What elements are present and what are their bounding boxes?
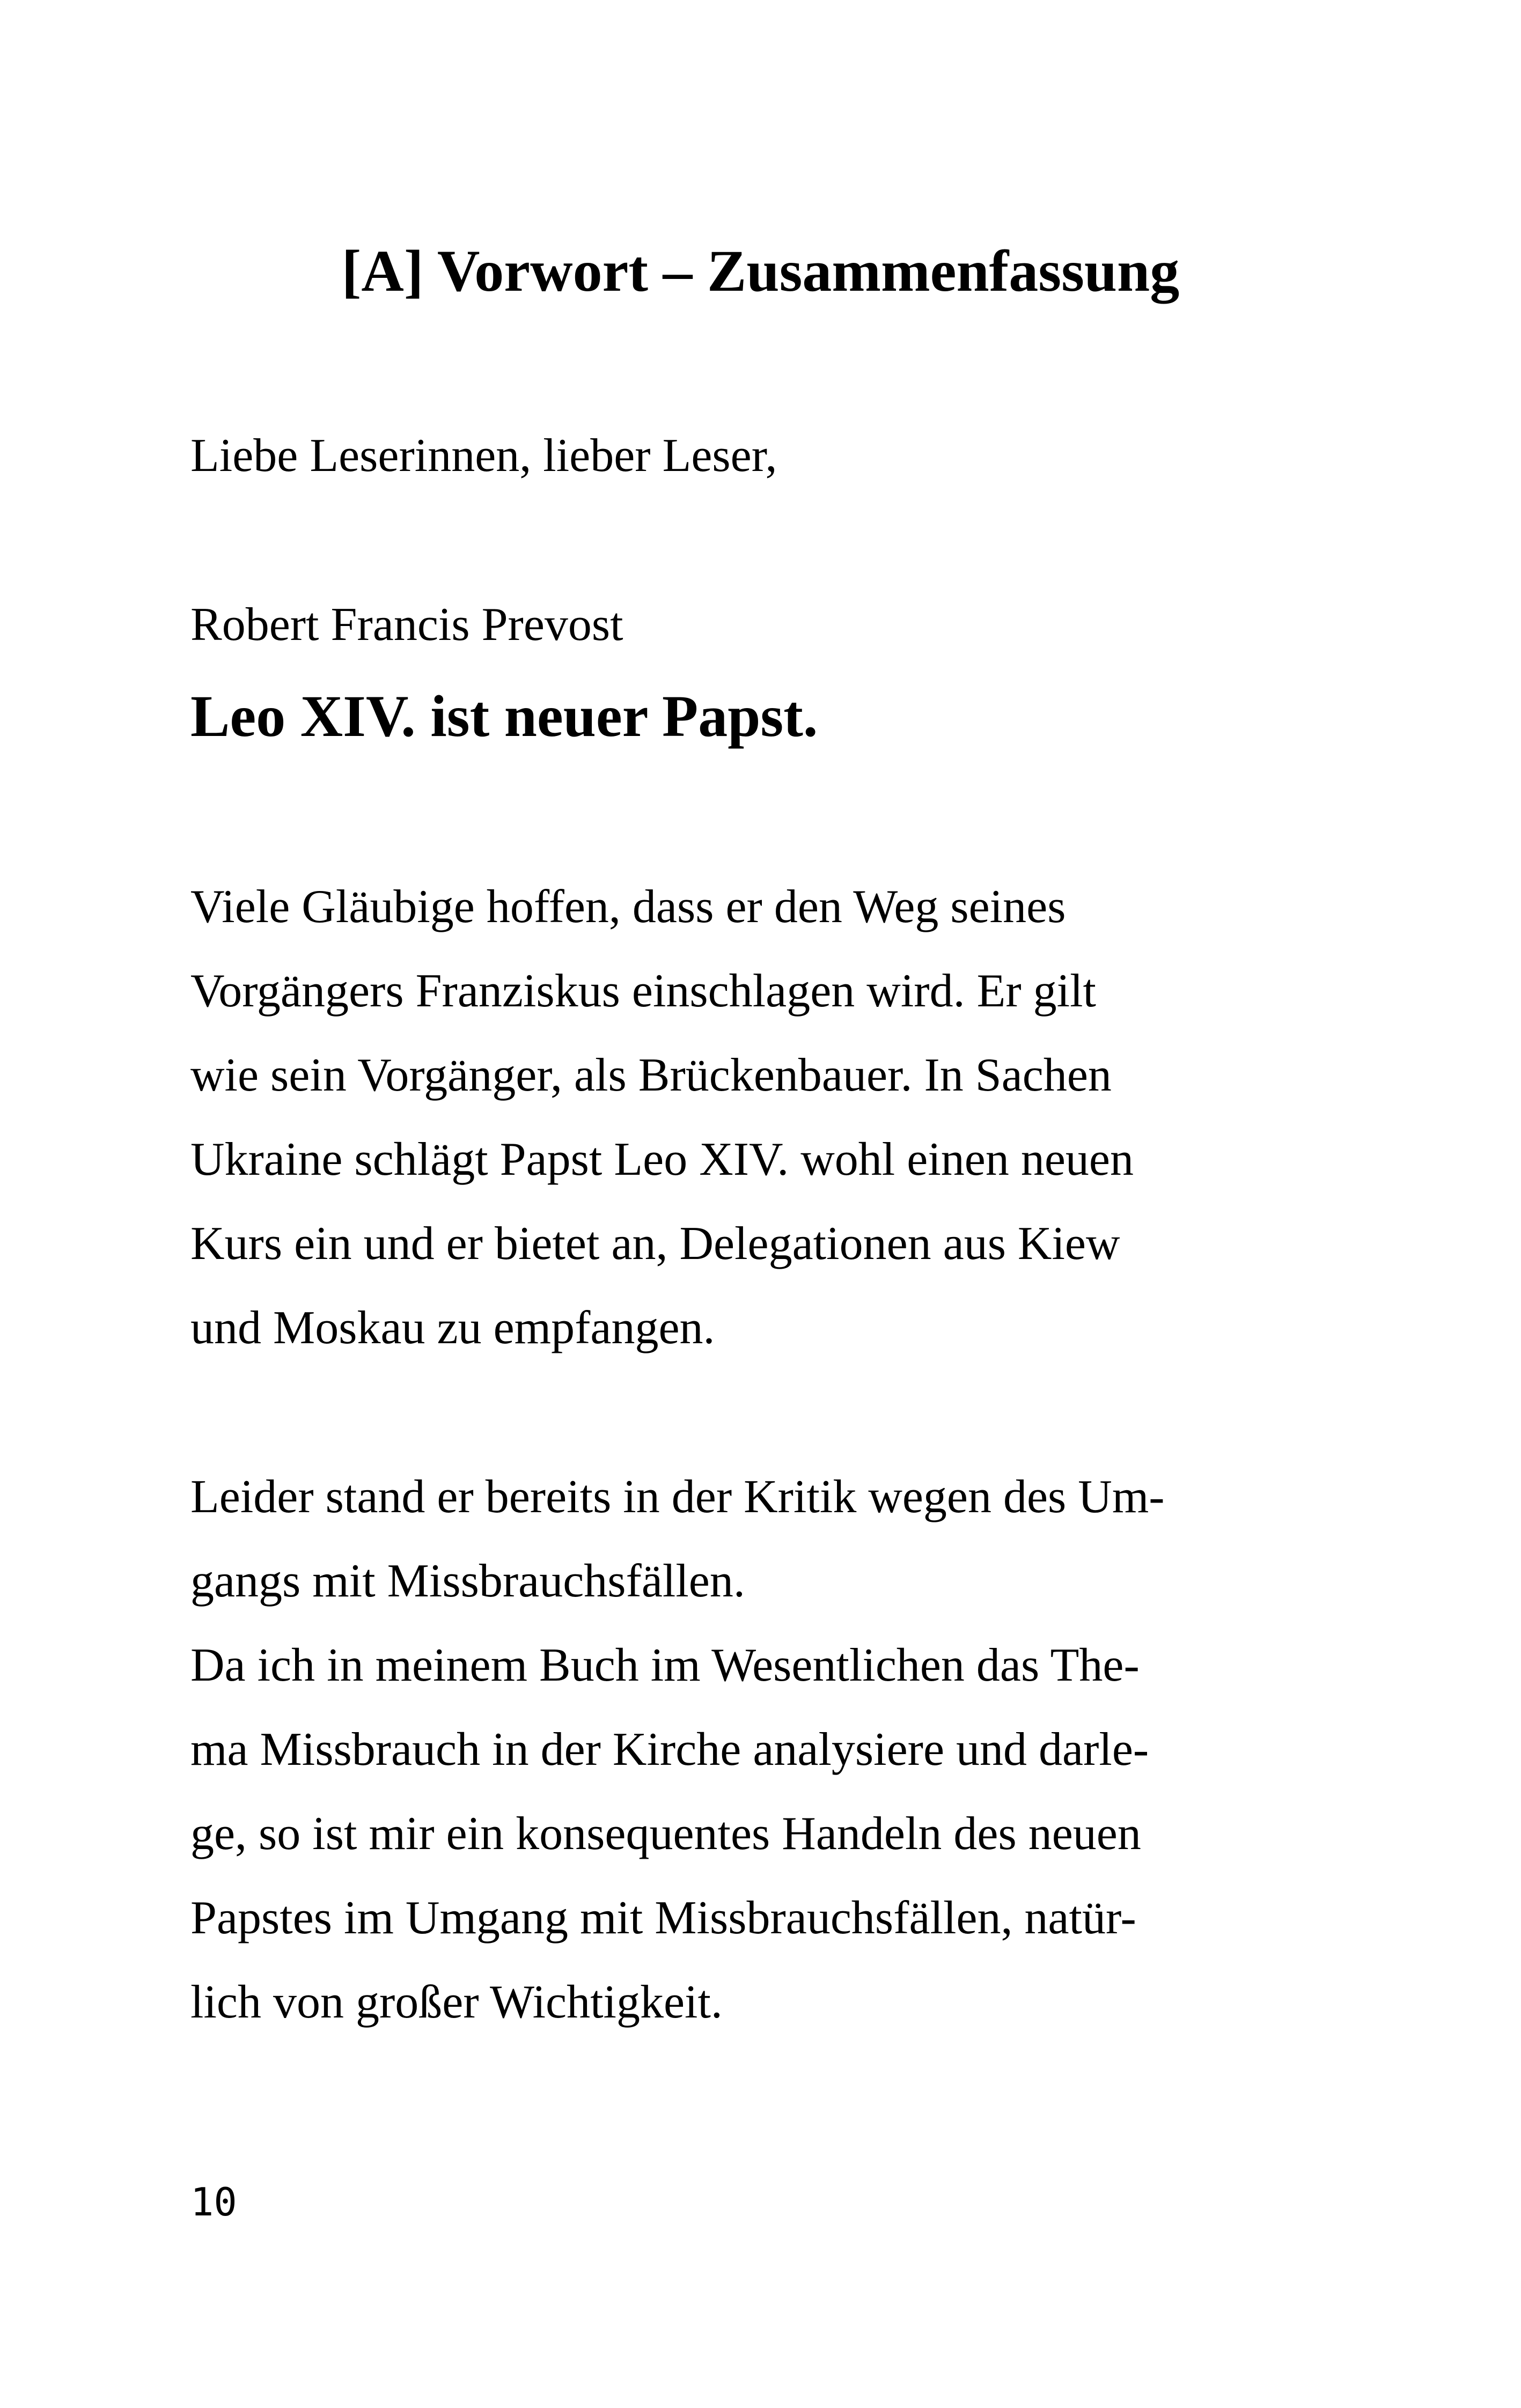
paragraph-line: und Moskau zu empfangen. <box>190 1302 715 1354</box>
paragraph-line: gangs mit Missbrauchsfällen. <box>190 1555 745 1607</box>
chapter-heading: [A] Vorwort – Zusammenfassung <box>341 238 1180 304</box>
paragraph-line: Vorgängers Franziskus einschlagen wird. Er gilt <box>190 965 1096 1017</box>
subheading: Leo XIV. ist neuer Papst. <box>190 683 818 749</box>
salutation: Liebe Leserinnen, lieber Leser, <box>190 430 777 482</box>
paragraph-line: Viele Gläubige hoffen, dass er den Weg seines <box>190 881 1066 933</box>
paragraph-line: Da ich in meinem Buch im Wesentlichen das The- <box>190 1639 1140 1691</box>
paragraph-line: Ukraine schlägt Papst Leo XIV. wohl einen neuen <box>190 1133 1134 1185</box>
paragraph-line: wie sein Vorgänger, als Brückenbauer. In Sachen <box>190 1049 1112 1101</box>
paragraph-1 <box>190 865 1134 1370</box>
paragraph-line: Kurs ein und er bietet an, Delegationen aus Kiew <box>190 1218 1120 1270</box>
paragraph-line: Leider stand er bereits in der Kritik wegen des Um- <box>190 1471 1165 1523</box>
paragraph-line: Papstes im Umgang mit Missbrauchsfällen, natür- <box>190 1892 1136 1944</box>
paragraph-line: ma Missbrauch in der Kirche analysiere und darle- <box>190 1724 1149 1776</box>
page-number: 10 <box>190 2179 237 2225</box>
paragraph-2 <box>190 1455 1165 2044</box>
name-line: Robert Francis Prevost <box>190 599 623 651</box>
paragraph-line: ge, so ist mir ein konsequentes Handeln des neuen <box>190 1808 1141 1860</box>
paragraph-line: lich von großer Wichtigkeit. <box>190 1976 723 2028</box>
